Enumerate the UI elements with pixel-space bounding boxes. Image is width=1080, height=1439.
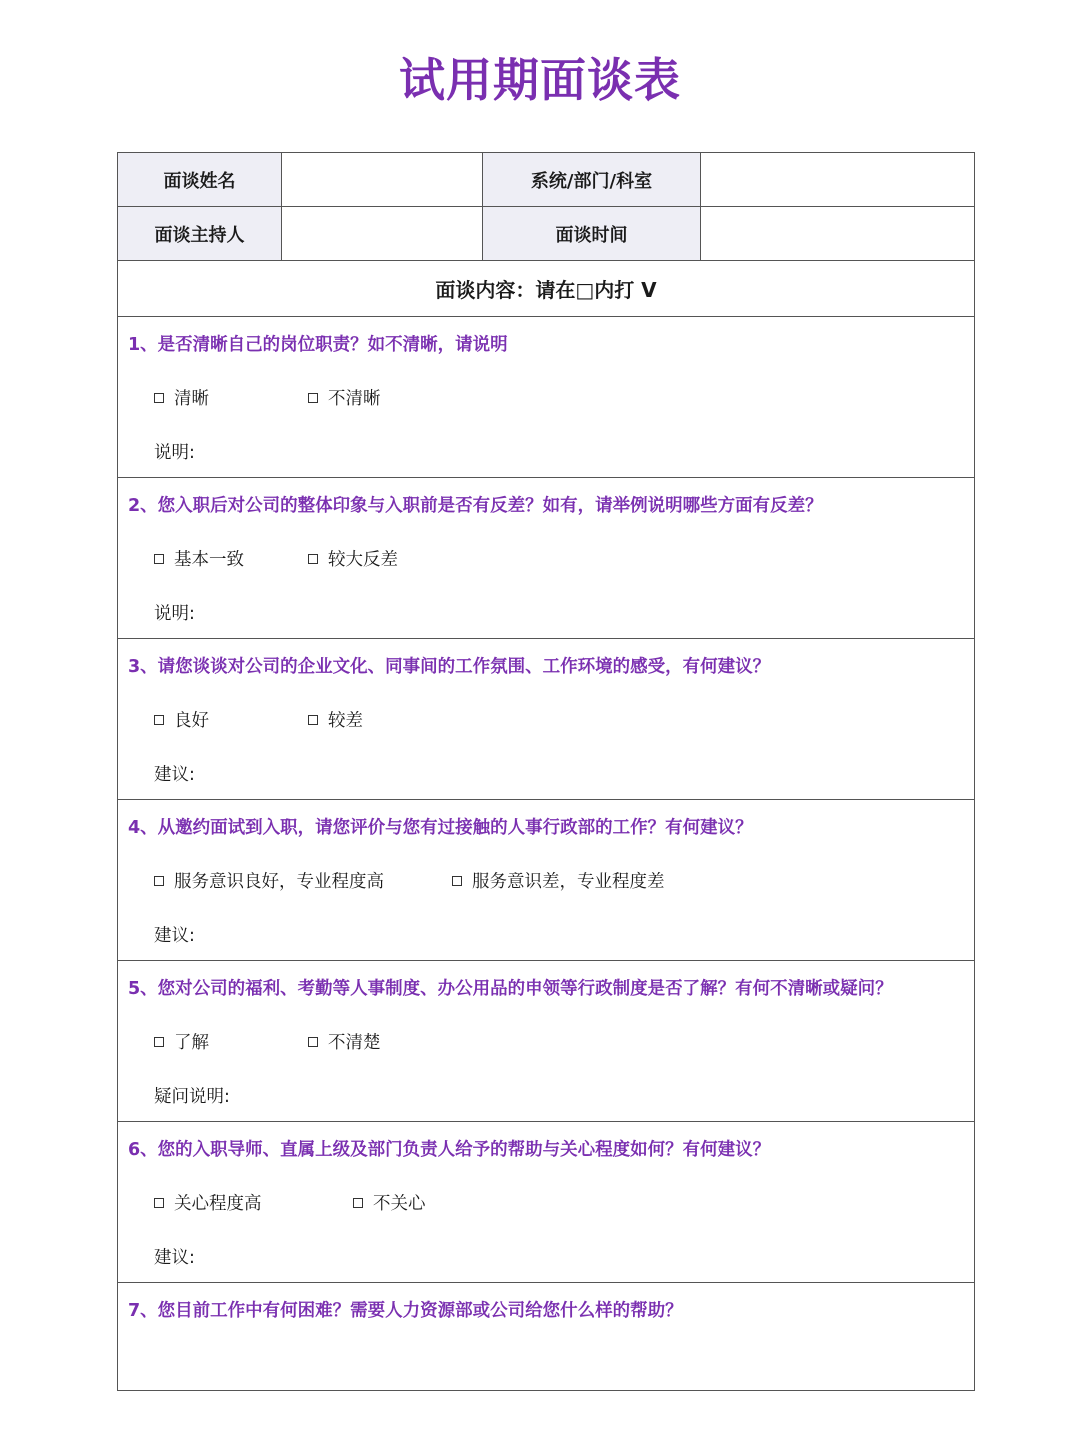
checkbox-icon[interactable] bbox=[154, 1198, 164, 1208]
note-label: 疑问说明: bbox=[154, 1087, 230, 1107]
host-field[interactable] bbox=[282, 207, 483, 260]
question-text: 4、从邀约面试到入职，请您评价与您有过接触的人事行政部的工作？有何建议？ bbox=[128, 818, 753, 838]
checkbox-icon[interactable] bbox=[308, 554, 318, 564]
question-row bbox=[118, 639, 974, 800]
question-row bbox=[118, 478, 974, 639]
option-checkbox[interactable] bbox=[452, 868, 665, 893]
option-checkbox[interactable] bbox=[308, 546, 398, 571]
option-checkbox[interactable] bbox=[154, 385, 209, 410]
question-3 bbox=[118, 639, 974, 799]
checkbox-icon[interactable] bbox=[353, 1198, 363, 1208]
checkbox-icon[interactable] bbox=[154, 1037, 164, 1047]
note-label: 建议: bbox=[154, 765, 195, 785]
question-7[interactable] bbox=[118, 1283, 974, 1390]
checkbox-icon[interactable] bbox=[154, 715, 164, 725]
option-label: 不清晰 bbox=[328, 389, 381, 409]
checkbox-icon[interactable] bbox=[308, 715, 318, 725]
question-2 bbox=[118, 478, 974, 638]
option-checkbox[interactable] bbox=[154, 868, 384, 893]
option-checkbox[interactable] bbox=[308, 385, 381, 410]
option-label: 基本一致 bbox=[174, 550, 244, 570]
question-4 bbox=[118, 800, 974, 960]
checkbox-icon[interactable] bbox=[308, 1037, 318, 1047]
option-checkbox[interactable] bbox=[154, 1029, 209, 1054]
header-row-1 bbox=[118, 153, 974, 207]
question-text: 1、是否清晰自己的岗位职责？如不清晰，请说明 bbox=[128, 335, 508, 355]
option-label: 服务意识良好，专业程度高 bbox=[174, 872, 384, 892]
question-text: 3、请您谈谈对公司的企业文化、同事间的工作氛围、工作环境的感受，有何建议？ bbox=[128, 657, 771, 677]
dept-label: 系统/部门/科室 bbox=[483, 153, 701, 206]
option-label: 了解 bbox=[174, 1033, 209, 1053]
option-checkbox[interactable] bbox=[154, 546, 244, 571]
checkbox-icon[interactable] bbox=[154, 393, 164, 403]
option-label: 不清楚 bbox=[328, 1033, 381, 1053]
option-checkbox[interactable] bbox=[154, 707, 209, 732]
checkbox-icon[interactable] bbox=[154, 554, 164, 564]
question-row bbox=[118, 961, 974, 1122]
option-checkbox[interactable] bbox=[154, 1190, 262, 1215]
name-label: 面谈姓名 bbox=[118, 153, 282, 206]
checkbox-icon[interactable] bbox=[452, 876, 462, 886]
note-label: 说明: bbox=[154, 443, 195, 463]
host-label: 面谈主持人 bbox=[118, 207, 282, 260]
form-title: 试用期面谈表 bbox=[399, 53, 681, 107]
content-heading-row bbox=[118, 261, 974, 317]
time-label: 面谈时间 bbox=[483, 207, 701, 260]
option-label: 清晰 bbox=[174, 389, 209, 409]
question-row bbox=[118, 1122, 974, 1283]
note-label: 说明: bbox=[154, 604, 195, 624]
question-text: 2、您入职后对公司的整体印象与入职前是否有反差？如有，请举例说明哪些方面有反差？ bbox=[128, 496, 823, 516]
option-label: 不关心 bbox=[373, 1194, 426, 1214]
time-field[interactable] bbox=[701, 207, 974, 260]
header-row-2 bbox=[118, 207, 974, 261]
checkbox-icon[interactable] bbox=[308, 393, 318, 403]
option-checkbox[interactable] bbox=[308, 707, 363, 732]
option-label: 较差 bbox=[328, 711, 363, 731]
content-heading: 面谈内容：请在□内打 V bbox=[435, 278, 657, 302]
question-row bbox=[118, 1283, 974, 1390]
option-label: 良好 bbox=[174, 711, 209, 731]
note-label: 建议: bbox=[154, 1248, 195, 1268]
question-6 bbox=[118, 1122, 974, 1282]
option-label: 关心程度高 bbox=[174, 1194, 262, 1214]
option-checkbox[interactable] bbox=[353, 1190, 426, 1215]
question-text: 7、您目前工作中有何困难？需要人力资源部或公司给您什么样的帮助？ bbox=[128, 1301, 683, 1321]
note-label: 建议: bbox=[154, 926, 195, 946]
option-checkbox[interactable] bbox=[308, 1029, 381, 1054]
name-field[interactable] bbox=[282, 153, 483, 206]
question-1 bbox=[118, 317, 974, 477]
question-text: 6、您的入职导师、直属上级及部门负责人给予的帮助与关心程度如何？有何建议？ bbox=[128, 1140, 771, 1160]
option-label: 较大反差 bbox=[328, 550, 398, 570]
interview-form bbox=[117, 152, 975, 1391]
question-row bbox=[118, 317, 974, 478]
question-5 bbox=[118, 961, 974, 1121]
dept-field[interactable] bbox=[701, 153, 974, 206]
question-text: 5、您对公司的福利、考勤等人事制度、办公用品的申领等行政制度是否了解？有何不清晰或疑问？ bbox=[128, 979, 893, 999]
option-label: 服务意识差，专业程度差 bbox=[472, 872, 665, 892]
question-row bbox=[118, 800, 974, 961]
checkbox-icon[interactable] bbox=[154, 876, 164, 886]
